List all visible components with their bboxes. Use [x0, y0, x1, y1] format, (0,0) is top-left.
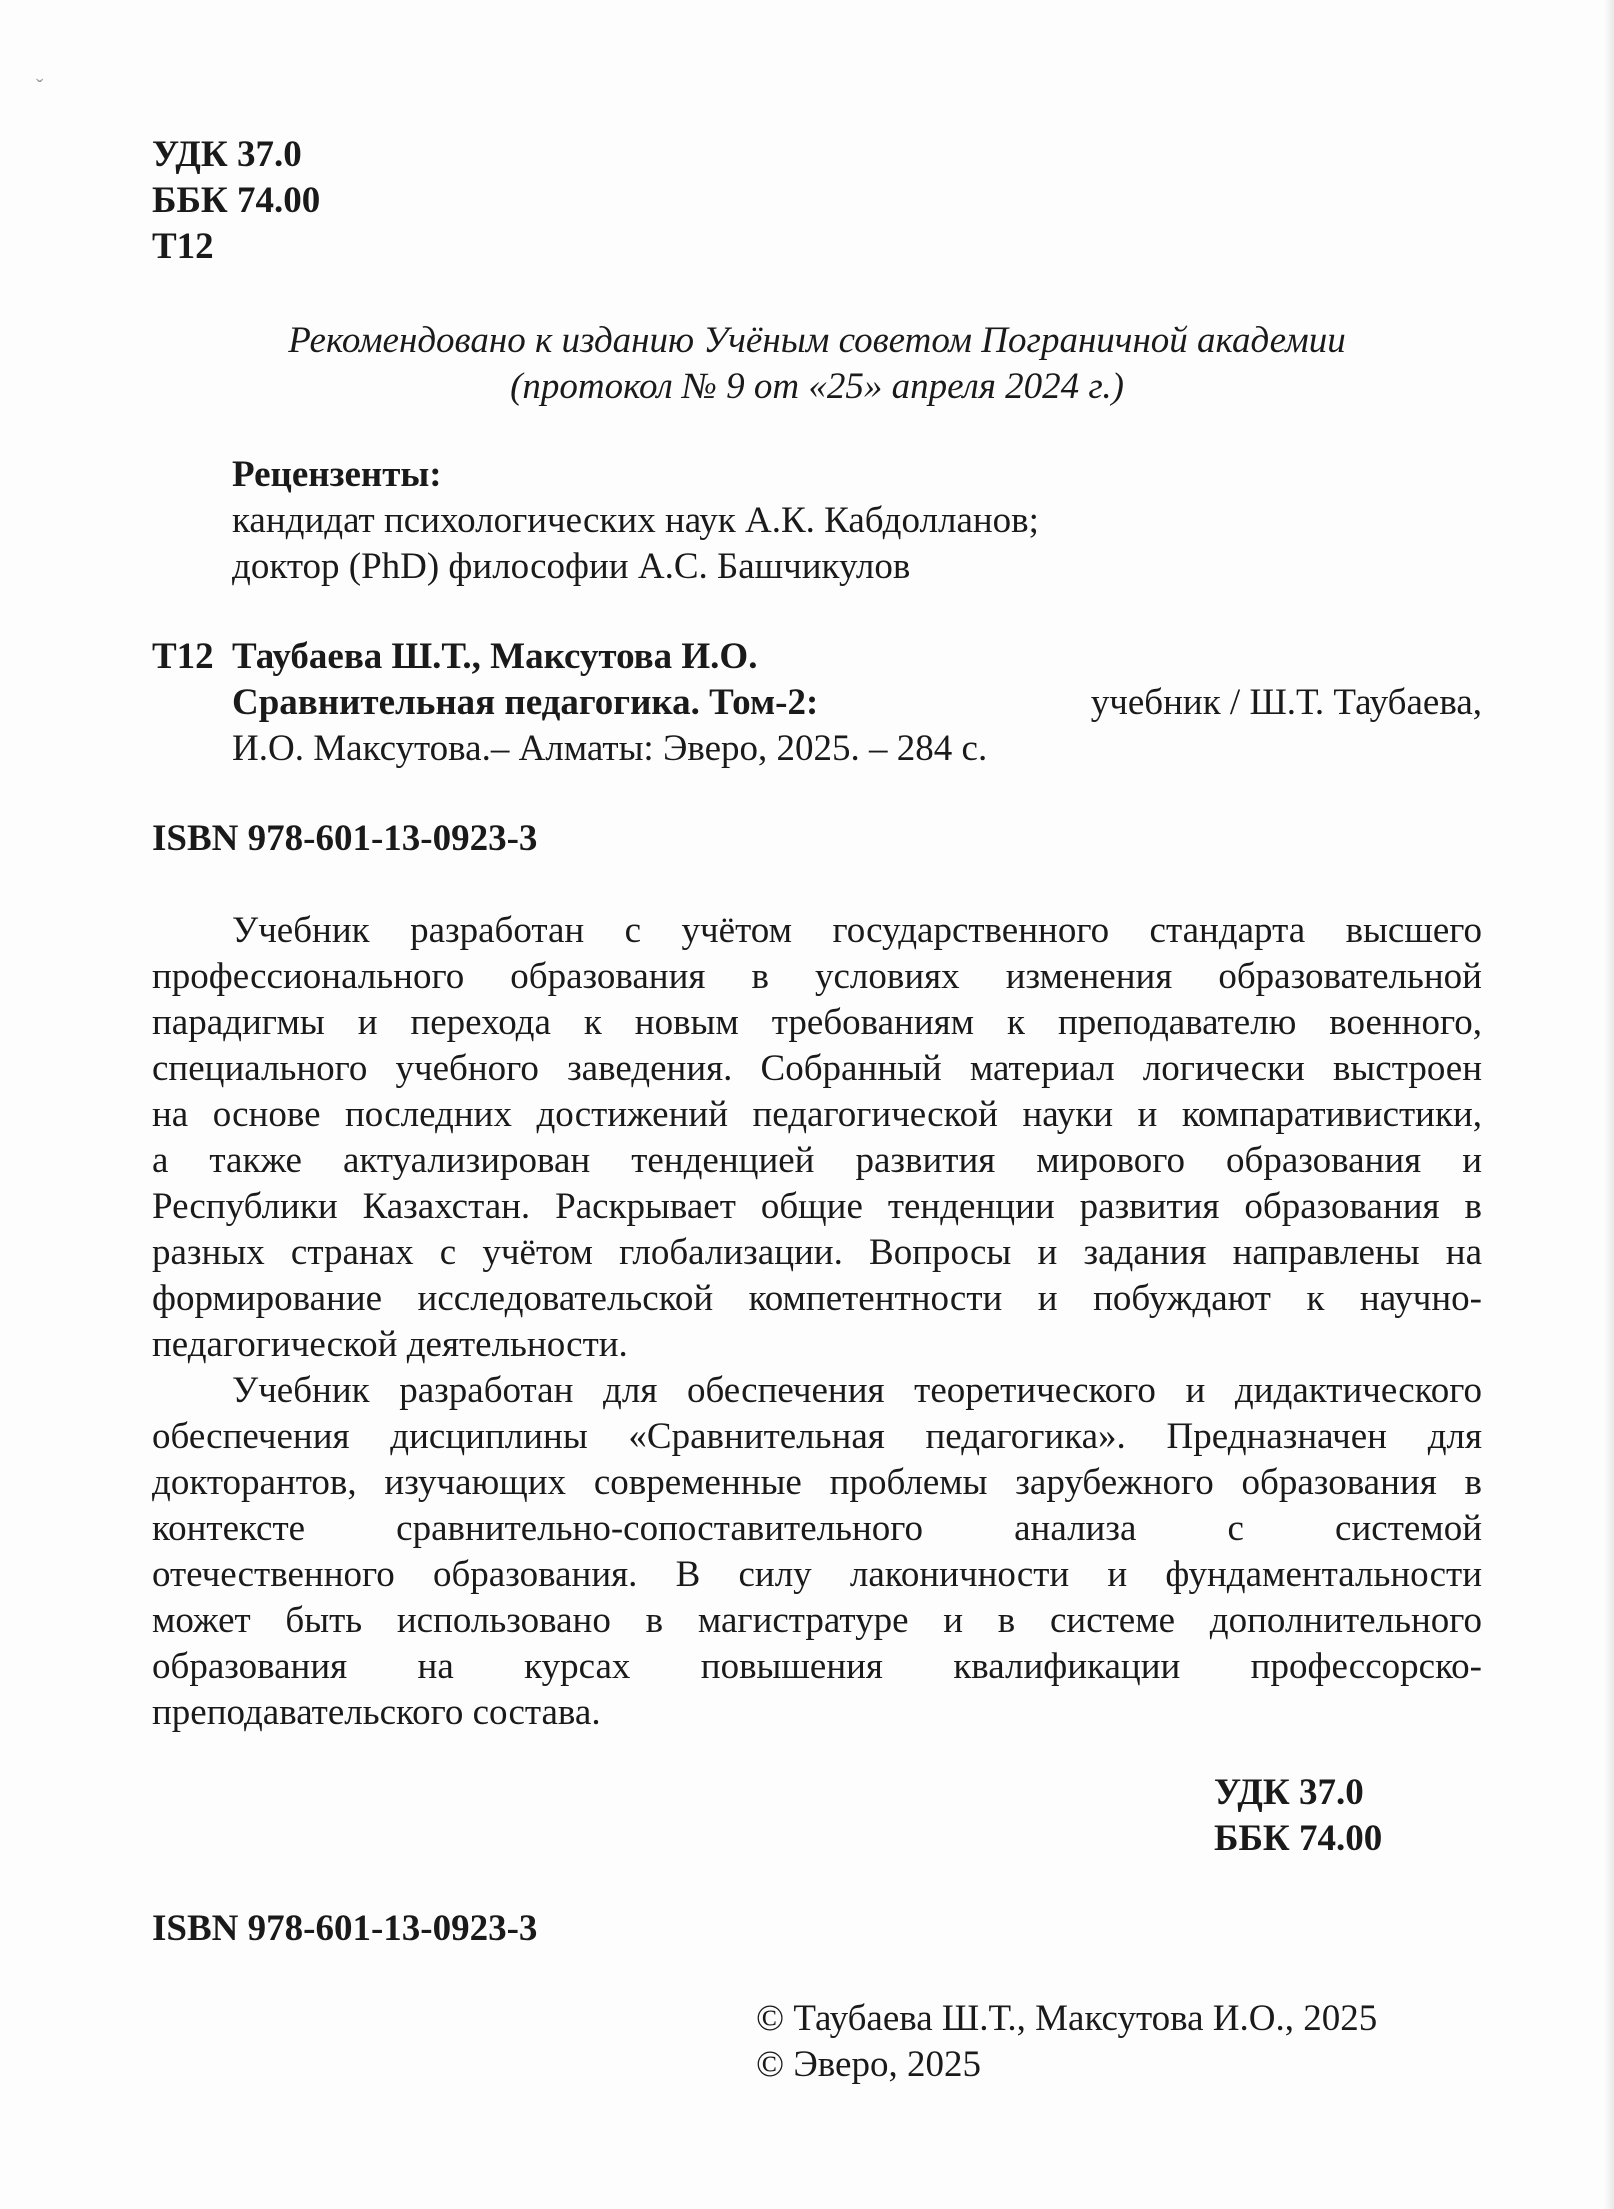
abstract-p2-line-6: может быть использовано в магистратуре и в системе дополнительного — [152, 1600, 1482, 1641]
abstract-p2-line-2: обеспечения дисциплины «Сравнительная педагогика». Предназначен для — [152, 1416, 1482, 1457]
bib-authors: Таубаева Ш.Т., Максутова И.О. — [232, 636, 758, 677]
abstract-p1-line-1: Учебник разработан с учётом государственного стандарта высшего — [232, 910, 1482, 951]
reviewer-1: кандидат психологических наук А.К. Кабдолланов; — [232, 500, 1039, 541]
isbn-top: ISBN 978-601-13-0923-3 — [152, 818, 538, 859]
isbn-bottom: ISBN 978-601-13-0923-3 — [152, 1908, 538, 1949]
reviewers-heading: Рецензенты: — [232, 454, 442, 495]
abstract-p1-line-6: а также актуализирован тенденцией развития мирового образования и — [152, 1140, 1482, 1181]
udk-code-right: УДК 37.0 — [1214, 1772, 1364, 1813]
abstract-p1-line-9: формирование исследовательской компетентности и побуждают к научно- — [152, 1278, 1482, 1319]
abstract-p2-line-4: контексте сравнительно-сопоставительного анализа с системой — [152, 1508, 1482, 1549]
copyright-authors: © Таубаева Ш.Т., Максутова И.О., 2025 — [756, 1998, 1378, 2039]
bbk-code: ББК 74.00 — [152, 180, 321, 221]
abstract-p2-line-3: докторантов, изучающих современные проблемы зарубежного образования в — [152, 1462, 1482, 1503]
bib-title-line — [232, 680, 1482, 726]
abstract-p2-line-1: Учебник разработан для обеспечения теоретического и дидактического — [232, 1370, 1482, 1411]
copyright-publisher: © Эверо, 2025 — [756, 2044, 981, 2085]
abstract-p1-line-7: Республики Казахстан. Раскрывает общие тенденции развития образования в — [152, 1186, 1482, 1227]
abstract-p1-line-5: на основе последних достижений педагогической науки и компаративистики, — [152, 1094, 1482, 1135]
bib-title-rest: учебник / Ш.Т. Таубаева, — [1090, 682, 1482, 723]
scan-speck: ˇ — [36, 74, 44, 99]
reviewer-2: доктор (PhD) философии А.С. Башчикулов — [232, 546, 911, 587]
abstract-p2-line-7: образования на курсах повышения квалификации профессорско- — [152, 1646, 1482, 1687]
abstract-p1-line-3: парадигмы и перехода к новым требованиям к преподавателю военного, — [152, 1002, 1482, 1043]
bib-code: Т12 — [152, 636, 214, 677]
udk-code: УДК 37.0 — [152, 134, 302, 175]
bib-publisher-line: И.О. Максутова.– Алматы: Эверо, 2025. – 284 с. — [232, 728, 988, 769]
bbk-code-right: ББК 74.00 — [1214, 1818, 1383, 1859]
abstract-p1-line-8: разных странах с учётом глобализации. Вопросы и задания направлены на — [152, 1232, 1482, 1273]
abstract-p2-line-5: отечественного образования. В силу лаконичности и фундаментальности — [152, 1554, 1482, 1595]
author-mark-code: Т12 — [152, 226, 214, 267]
page-edge-shadow — [1604, 0, 1614, 2209]
abstract-p1-line-2: профессионального образования в условиях изменения образовательной — [152, 956, 1482, 997]
abstract-p1-line-10: педагогической деятельности. — [152, 1324, 628, 1365]
abstract-p1-line-4: специального учебного заведения. Собранный материал логически выстроен — [152, 1048, 1482, 1089]
abstract-p2-line-8: преподавательского состава. — [152, 1692, 601, 1733]
recommendation-line-2: (протокол № 9 от «25» апреля 2024 г.) — [510, 366, 1124, 407]
bib-title: Сравнительная педагогика. Том-2: — [232, 682, 819, 723]
recommendation-line-1: Рекомендовано к изданию Учёным советом Пограничной академии — [288, 320, 1346, 361]
